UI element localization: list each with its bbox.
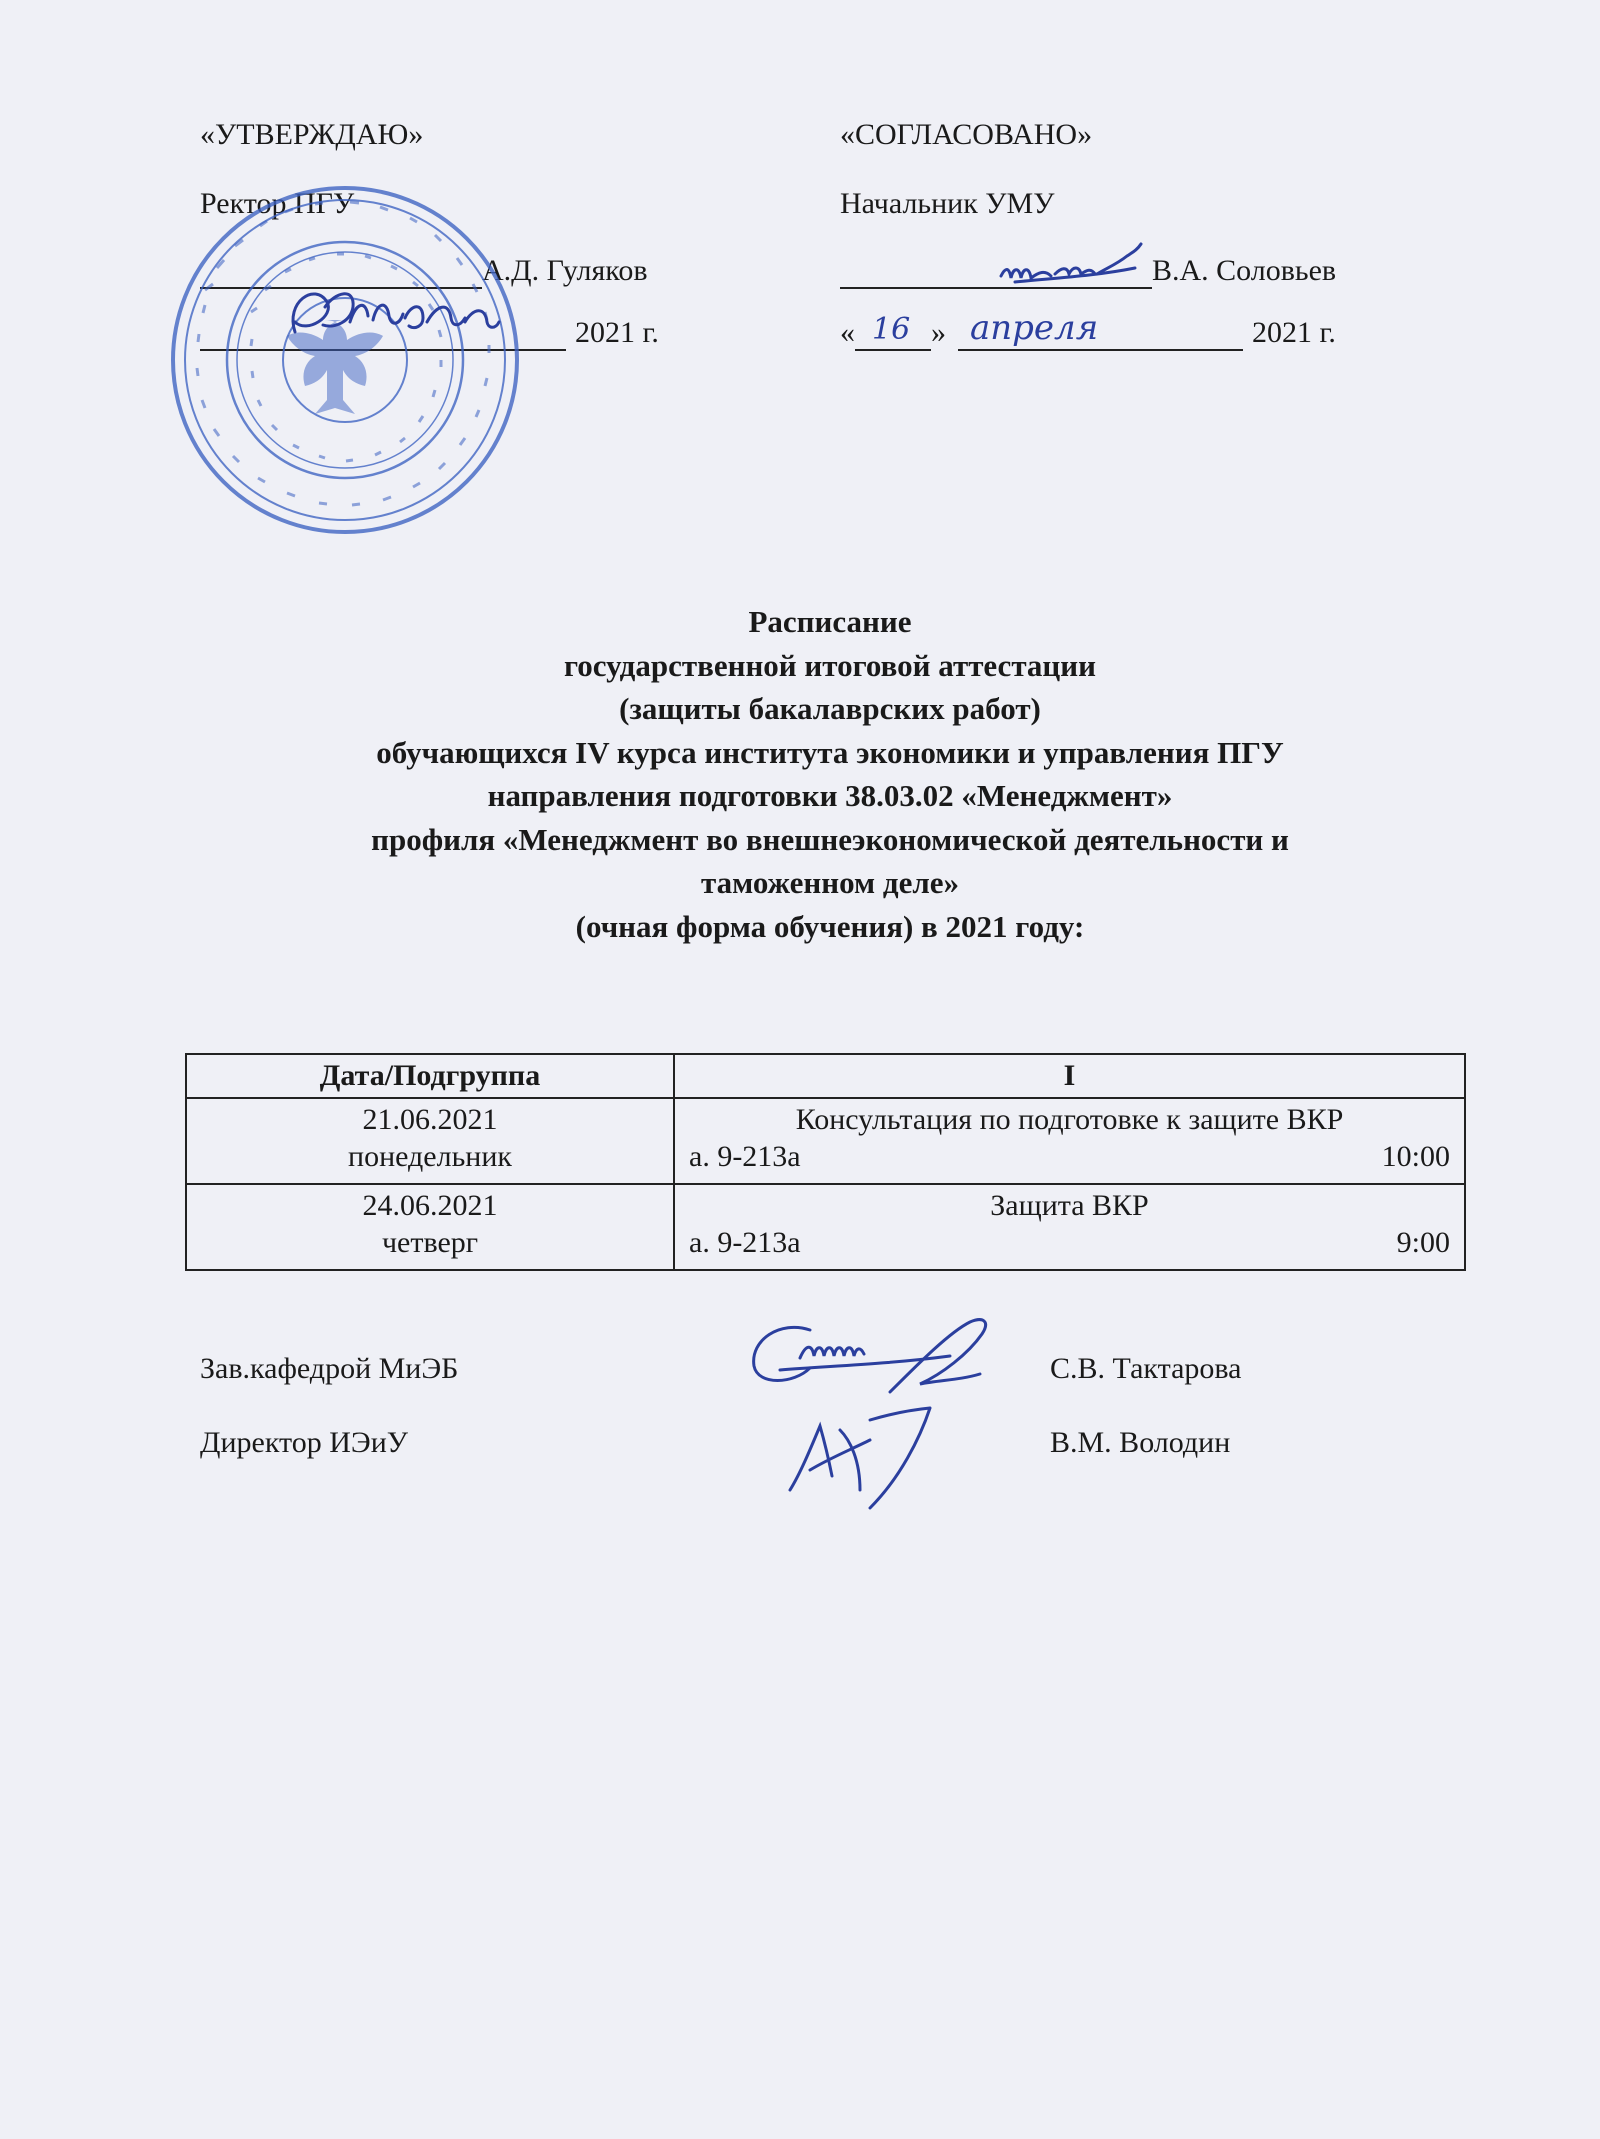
event-cell [674, 1184, 1465, 1270]
approve-heading: «УТВЕРЖДАЮ» [200, 118, 424, 151]
row-date: 24.06.2021 [362, 1189, 498, 1222]
agree-date-day: 16 [872, 312, 911, 347]
schedule-table [185, 1053, 1466, 1271]
approve-date-suffix: 2021 г. [575, 316, 659, 349]
row-time: 10:00 [1381, 1140, 1450, 1173]
agree-date-open: « [840, 316, 855, 349]
table-header-row [186, 1054, 1465, 1098]
table-row [186, 1098, 1465, 1184]
row-room: а. 9-213а [689, 1226, 801, 1259]
title-line: таможенном деле» [701, 865, 959, 900]
agree-month-line [958, 349, 1243, 351]
date-cell [186, 1184, 674, 1270]
agree-date-month: апреля [970, 308, 1099, 348]
row-date: 21.06.2021 [362, 1103, 498, 1136]
director-signature [780, 1390, 1000, 1520]
header-date-subgroup: Дата/Подгруппа [186, 1054, 674, 1098]
table-row [186, 1184, 1465, 1270]
agree-date-suffix: 2021 г. [1252, 316, 1336, 349]
approve-position: Ректор ПГУ [200, 187, 355, 220]
title-line: направления подготовки 38.03.02 «Менеджмент» [487, 778, 1173, 813]
title-line: (защиты бакалаврских работ) [619, 691, 1041, 726]
row-event: Консультация по подготовке к защите ВКР [795, 1103, 1344, 1136]
row-weekday: понедельник [348, 1140, 512, 1173]
event-cell [674, 1098, 1465, 1184]
row-room: а. 9-213а [689, 1140, 801, 1173]
agree-date-close: » [931, 316, 946, 349]
date-cell [186, 1098, 674, 1184]
title-line: государственной итоговой аттестации [563, 647, 1097, 683]
signatory-position: Директор ИЭиУ [200, 1426, 408, 1459]
document-title [180, 600, 1480, 948]
title-line: обучающихся IV курса института экономики и управления ПГУ [376, 734, 1284, 770]
approve-name: А.Д. Гуляков [482, 254, 648, 287]
title-line: профиля «Менеджмент во внешнеэкономической деятельности и [371, 821, 1289, 857]
row-event: Защита ВКР [990, 1189, 1149, 1222]
rector-signature [255, 262, 525, 362]
row-time: 9:00 [1396, 1226, 1450, 1259]
title-line: Расписание [748, 604, 912, 639]
signatory-name: В.М. Володин [1050, 1426, 1231, 1459]
signatory-name: С.В. Тактарова [1050, 1352, 1242, 1385]
agree-position: Начальник УМУ [840, 187, 1055, 220]
agree-day-line [855, 349, 931, 351]
agree-heading: «СОГЛАСОВАНО» [840, 118, 1093, 151]
signatory-position: Зав.кафедрой МиЭБ [200, 1352, 459, 1385]
umu-head-signature [995, 230, 1155, 300]
header-subgroup-1: I [674, 1054, 1465, 1098]
title-line: (очная форма обучения) в 2021 году: [575, 908, 1085, 944]
agree-name: В.А. Соловьев [1152, 254, 1337, 287]
row-weekday: четверг [381, 1226, 479, 1259]
